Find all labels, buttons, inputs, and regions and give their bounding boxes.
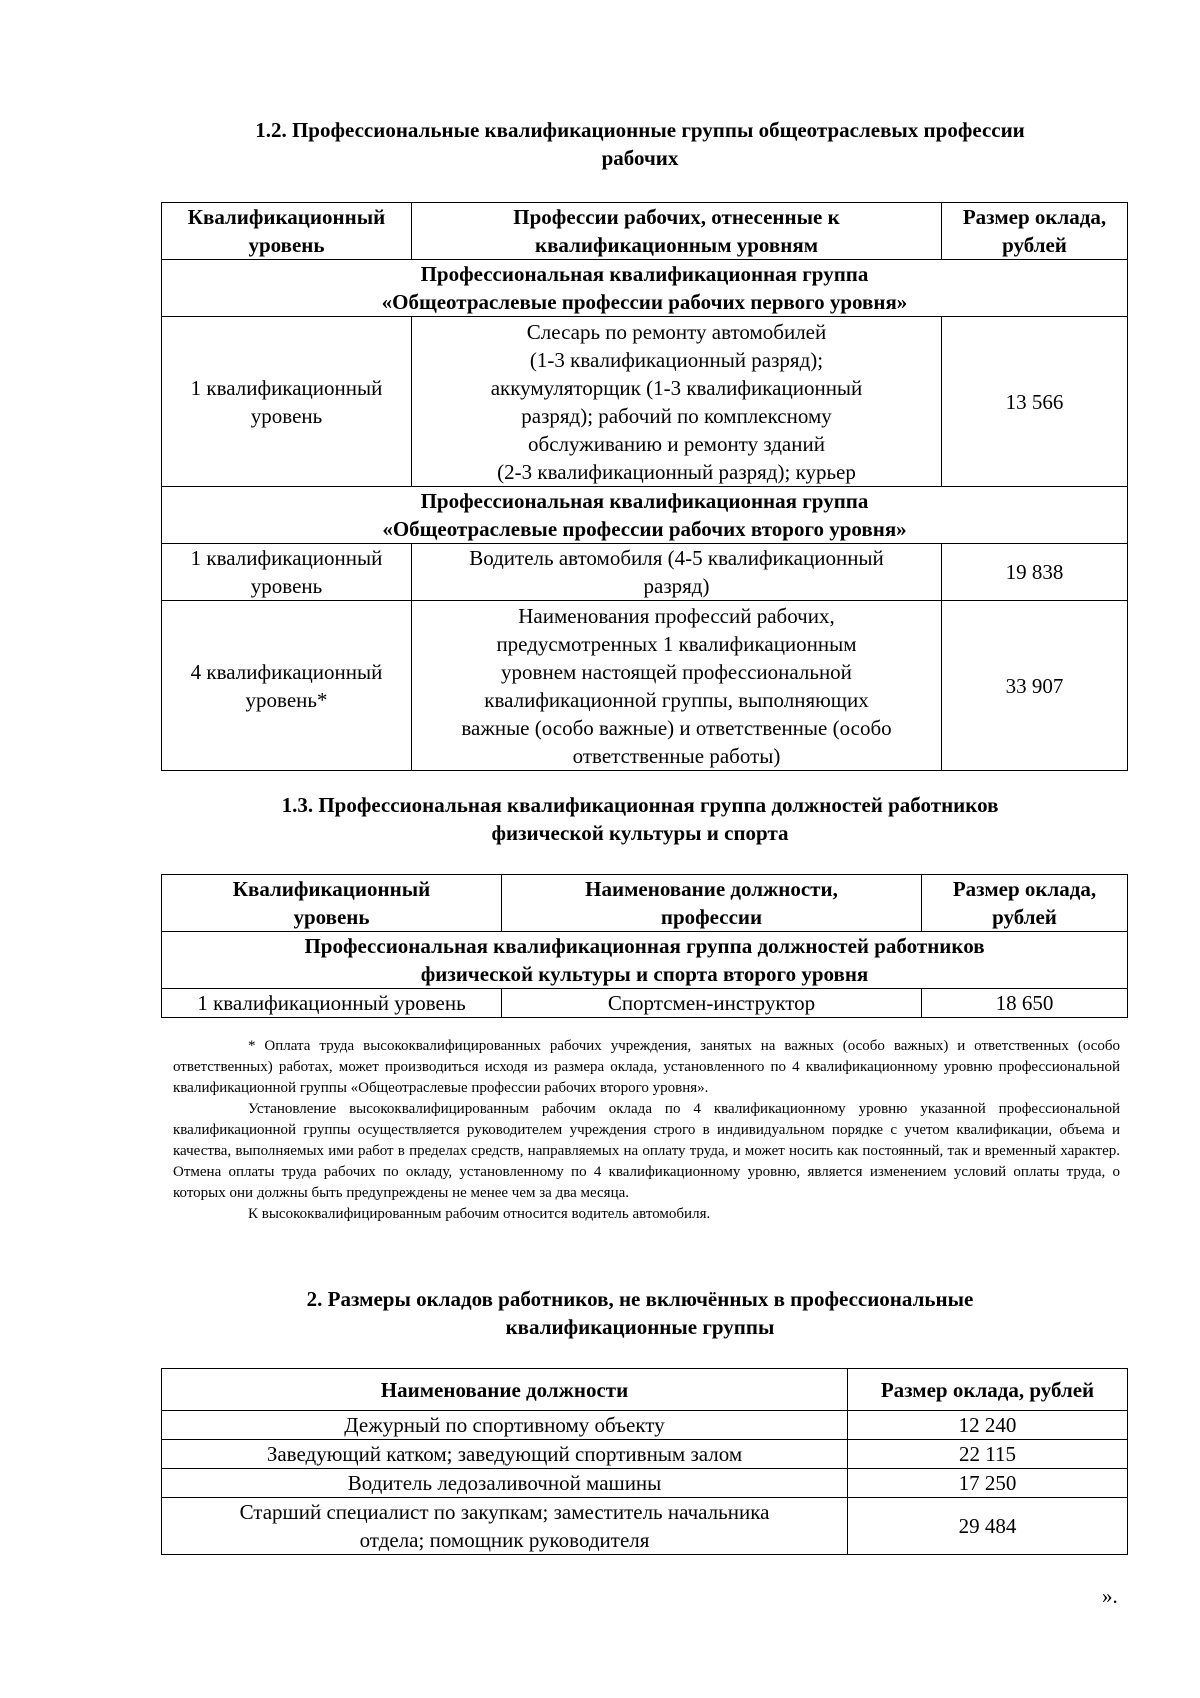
header-position: Наименование должности <box>162 1369 848 1411</box>
table-header-row <box>162 1369 1128 1411</box>
salary-cell: 17 250 <box>848 1469 1128 1498</box>
header-professions: Профессии рабочих, отнесенные к квалификационным уровням <box>412 203 942 260</box>
footnote-paragraph: * Оплата труда высококвалифицированных рабочих учреждения, занятых на важных (особо важных) и ответственных (особо ответственных) работах, может производиться исходя из размера оклада, установленного по 4 квалификационному уровню профессиональной квалификационной группы «Общеотраслевые профессии рабочих второго уровня». <box>173 1038 1120 1096</box>
level-cell: 4 квалификационный уровень* <box>162 601 412 771</box>
table-1-3 <box>161 874 1128 1018</box>
group-row <box>162 932 1128 989</box>
group-row <box>162 260 1128 317</box>
table-1-2 <box>161 202 1128 771</box>
table-row <box>162 1411 1128 1440</box>
professions-cell: Слесарь по ремонту автомобилей (1-3 квалификационный разряд); аккумуляторщик (1-3 квалификационный разряд); рабочий по комплексному обслуживанию и ремонту зданий (2-3 квалификационный разряд); курьер <box>412 317 942 487</box>
footnote-paragraph: Установление высококвалифицированным рабочим оклада по 4 квалификационному уровню указанной профессиональной квалификационной группы осуществляется руководителем учреждения строго в индивидуальном порядке с учетом квалификации, объема и качества, выполняемых ими работ в пределах средств, направляемых на оплату труда, и может носить как постоянный, так и временный характер. Отмена оплаты труда рабочих по окладу, установленному по 4 квалификационному уровню, является изменением условий оплаты труда, о которых они должны быть предупреждены не менее чем за два месяца. <box>173 1101 1120 1201</box>
salary-cell: 22 115 <box>848 1440 1128 1469</box>
position-cell: Старший специалист по закупкам; заместитель начальника отдела; помощник руководителя <box>162 1498 848 1555</box>
header-salary: Размер оклада, рублей <box>922 875 1128 932</box>
footnote-paragraph: К высококвалифицированным рабочим относится водитель автомобиля. <box>248 1206 711 1222</box>
position-cell: Водитель ледозаливочной машины <box>162 1469 848 1498</box>
salary-cell: 18 650 <box>922 989 1128 1018</box>
position-cell: Дежурный по спортивному объекту <box>162 1411 848 1440</box>
group-row <box>162 487 1128 544</box>
table-row <box>162 601 1128 771</box>
closing-quote: ». <box>1102 1584 1118 1608</box>
salary-cell: 29 484 <box>848 1498 1128 1555</box>
section-1-2-title: 1.2. Профессиональные квалификационные группы общеотраслевых профессии рабочих <box>255 118 1025 170</box>
group-title: Профессиональная квалификационная группа «Общеотраслевые профессии рабочих второго уровня» <box>162 487 1128 544</box>
salary-cell: 33 907 <box>942 601 1128 771</box>
table-row <box>162 1498 1128 1555</box>
professions-cell: Водитель автомобиля (4-5 квалификационный разряд) <box>412 544 942 601</box>
table-row <box>162 544 1128 601</box>
header-level: Квалификационный уровень <box>162 875 502 932</box>
group-title: Профессиональная квалификационная группа должностей работников физической культуры и спорта второго уровня <box>162 932 1128 989</box>
salary-cell: 12 240 <box>848 1411 1128 1440</box>
section-2-title: 2. Размеры окладов работников, не включённых в профессиональные квалификационные группы <box>306 1287 974 1339</box>
table-row <box>162 317 1128 487</box>
header-salary: Размер оклада, рублей <box>848 1369 1128 1411</box>
level-cell: 1 квалификационный уровень <box>162 989 502 1018</box>
professions-cell: Наименования профессий рабочих, предусмотренных 1 квалификационным уровнем настоящей профессиональной квалификационной группы, выполняющих важные (особо важные) и ответственные (особо ответственные работы) <box>412 601 942 771</box>
level-cell: 1 квалификационный уровень <box>162 544 412 601</box>
salary-cell: 13 566 <box>942 317 1128 487</box>
salary-cell: 19 838 <box>942 544 1128 601</box>
table-header-row <box>162 203 1128 260</box>
level-cell: 1 квалификационный уровень <box>162 317 412 487</box>
header-level: Квалификационный уровень <box>162 203 412 260</box>
section-1-3-title: 1.3. Профессиональная квалификационная группа должностей работников физической культуры и спорта <box>281 793 999 845</box>
table-row <box>162 989 1128 1018</box>
table-header-row <box>162 875 1128 932</box>
header-salary: Размер оклада, рублей <box>942 203 1128 260</box>
footnotes <box>173 1036 1120 1225</box>
position-cell: Заведующий катком; заведующий спортивным залом <box>162 1440 848 1469</box>
table-row <box>162 1469 1128 1498</box>
group-title: Профессиональная квалификационная группа «Общеотраслевые профессии рабочих первого уровня» <box>162 260 1128 317</box>
table-2 <box>161 1368 1128 1555</box>
position-cell: Спортсмен-инструктор <box>502 989 922 1018</box>
header-position: Наименование должности, профессии <box>502 875 922 932</box>
table-row <box>162 1440 1128 1469</box>
